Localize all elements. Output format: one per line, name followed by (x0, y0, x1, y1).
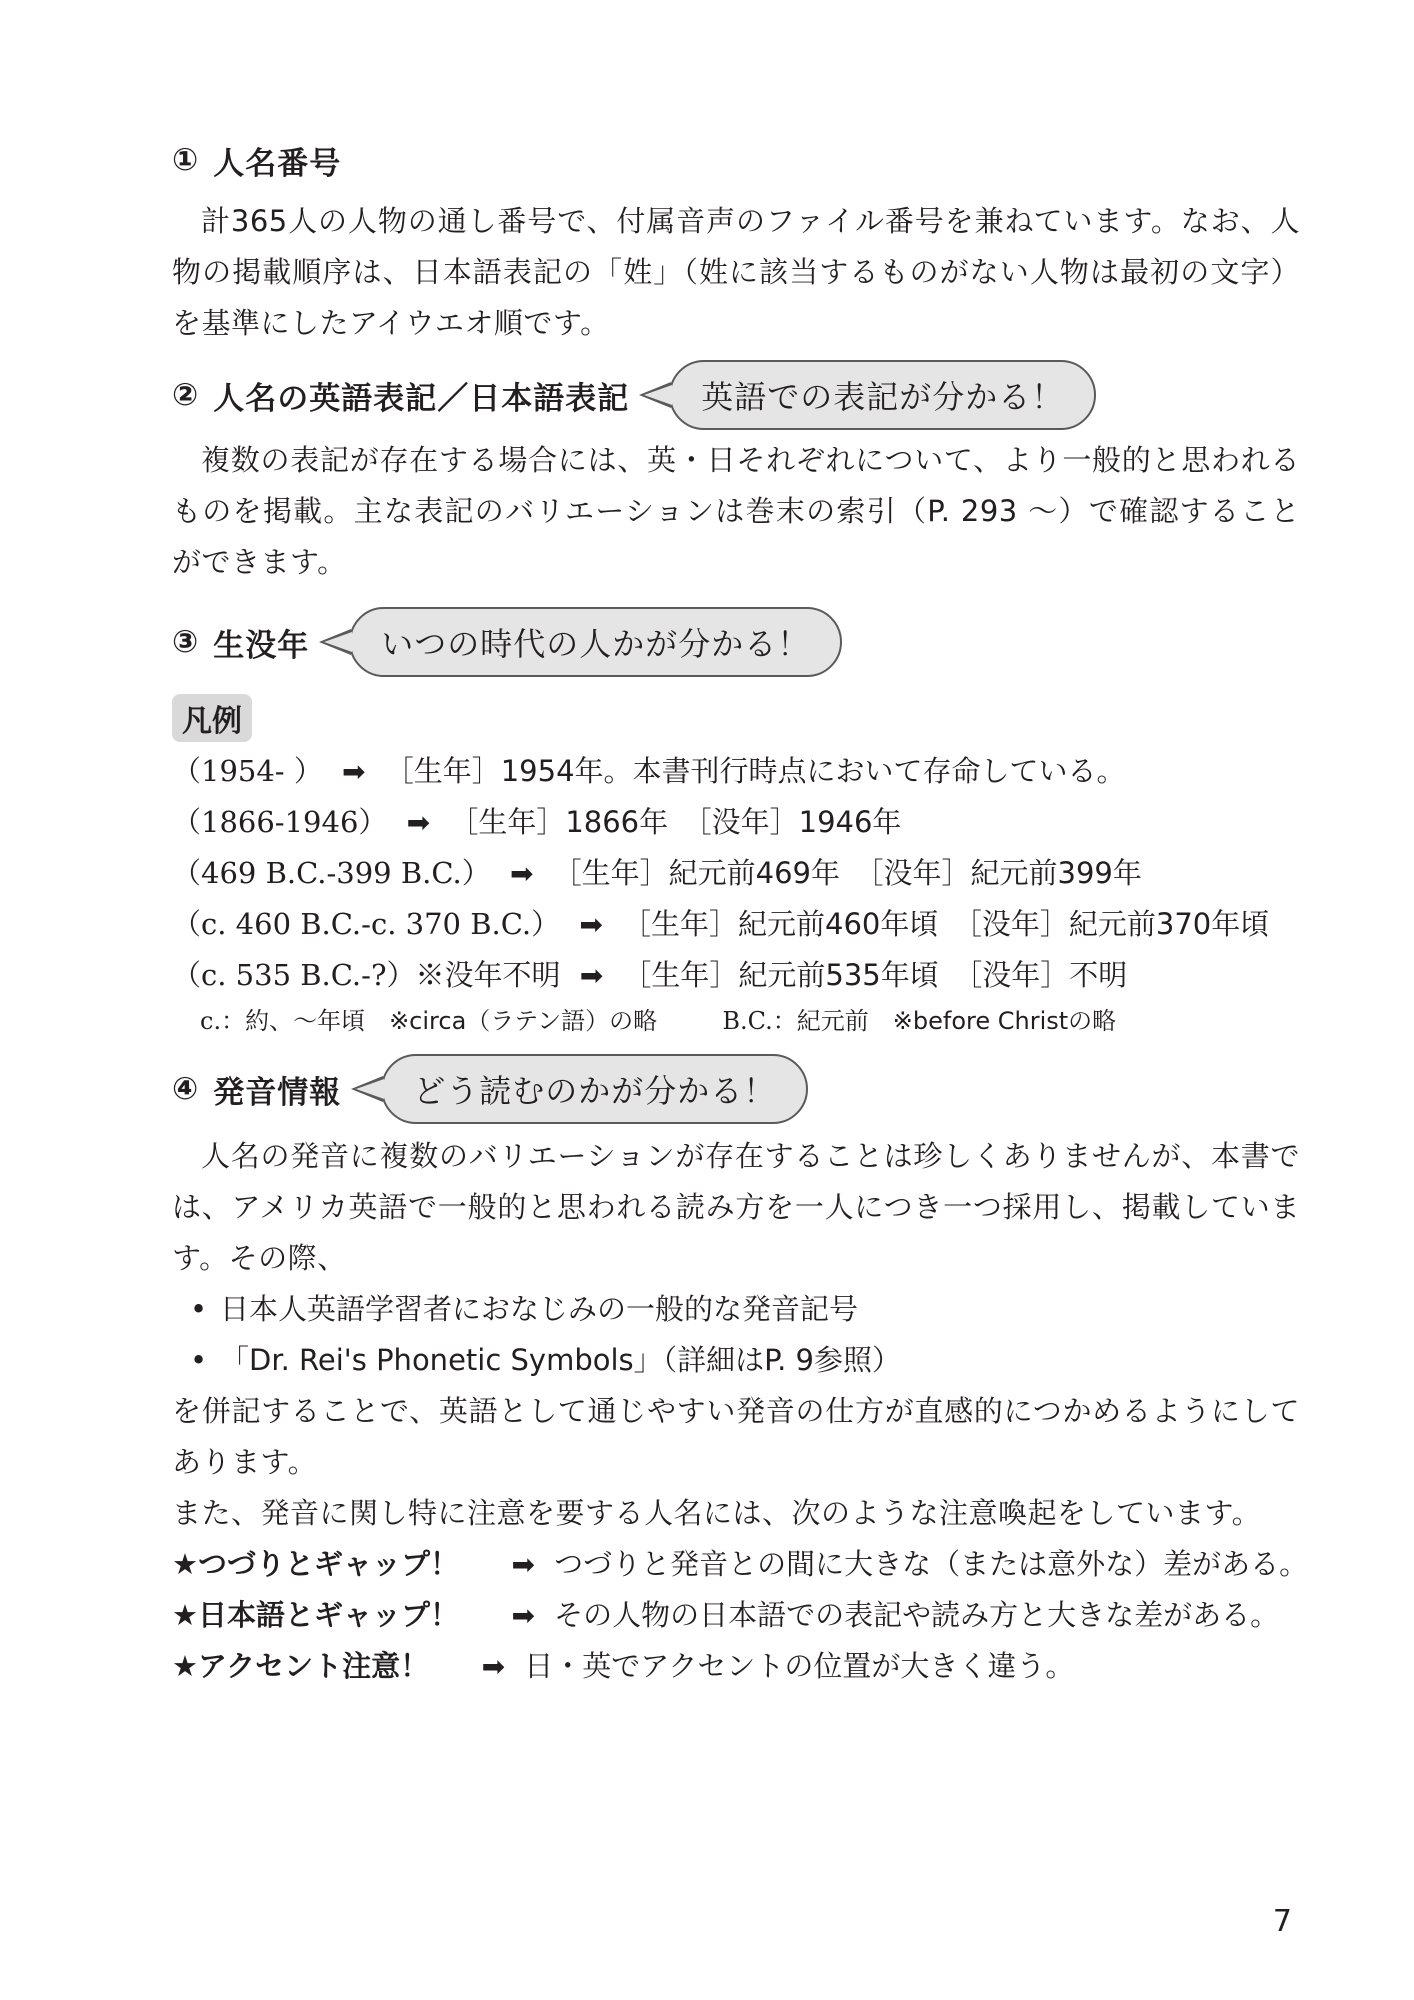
section-body-continued: を併記することで、英語として通じやすい発音の仕方が直感的につかめるようにしてあります。 (172, 1394, 1300, 1479)
legend-format: （1866-1946） (172, 805, 388, 839)
note-term: c. (200, 1007, 222, 1035)
legend-meaning: ［生年］紀元前469年 ［没年］紀元前399年 (552, 856, 1142, 890)
legend-list (172, 746, 1300, 1041)
warning-text: その人物の日本語での表記や読み方と大きな差がある。 (554, 1598, 1280, 1632)
section-pronunciation (172, 1057, 1309, 1692)
legend-row (172, 746, 1300, 797)
section-number: ④ (172, 1071, 200, 1107)
arrow-right-icon: ➡ (342, 755, 366, 788)
legend-meaning: ［生年］1954年。本書刊行時点において存命している。 (384, 754, 1126, 788)
warning-label: ★アクセント注意！ (172, 1649, 430, 1683)
arrow-right-icon: ➡ (509, 857, 534, 890)
warning-row (172, 1590, 1300, 1641)
list-item: • 「Dr. Rei's Phonetic Symbols」（詳細はP. 9参照） (190, 1343, 901, 1377)
section-title: 人名の英語表記／日本語表記 (213, 380, 630, 417)
warning-list (172, 1539, 1309, 1692)
legend-format: （c. 460 B.C.-c. 370 B.C.） (172, 907, 561, 941)
section-number: ① (172, 142, 200, 178)
section-birth-death-years (172, 610, 1300, 1041)
legend-label: 凡例 (172, 694, 252, 742)
section-body: 計365人の人物の通し番号で、付属音声のファイル番号を兼ねています。なお、人物の掲載順序は、日本語表記の「姓」（姓に該当するものがない人物は最初の文字）を基準にしたアイウエオ順です。 (172, 204, 1300, 340)
speech-bubble: どう読むのかが分かる！ (381, 1054, 808, 1124)
note-term: B.C. (722, 1007, 773, 1035)
arrow-right-icon: ➡ (511, 1548, 535, 1581)
note-text: ：約、～年頃 ※circa（ラテン語）の略 (221, 1007, 658, 1035)
legend-format: （c. 535 B.C.-?）※没年不明 (172, 958, 561, 992)
section-heading (172, 1057, 1300, 1121)
arrow-right-icon: ➡ (579, 959, 604, 992)
note-text: ：紀元前 ※before Christの略 (772, 1007, 1117, 1035)
arrow-right-icon: ➡ (579, 908, 603, 941)
section-name-notation (172, 363, 1300, 588)
section-number: ③ (172, 624, 200, 660)
list-item-text: 「Dr. Rei's Phonetic Symbols」（詳細はP. 9参照） (220, 1343, 901, 1377)
legend-row (172, 950, 1300, 1001)
warning-text: 日・英でアクセントの位置が大きく違う。 (524, 1649, 1075, 1683)
legend-row (172, 848, 1300, 899)
bullet-list (172, 1284, 1300, 1386)
page-number: 7 (1272, 1904, 1292, 1939)
list-item: • 日本人英語学習者におなじみの一般的な発音記号 (190, 1292, 859, 1326)
section-title: 生没年 (213, 627, 310, 664)
warning-row (172, 1539, 1309, 1590)
section-heading (172, 128, 1300, 192)
legend-format: （1954- ） (172, 754, 323, 788)
section-title: 人名番号 (213, 145, 342, 182)
speech-bubble: 英語での表記が分かる！ (669, 360, 1096, 430)
arrow-right-icon: ➡ (511, 1599, 535, 1632)
legend-meaning: ［生年］紀元前535年頃 ［没年］不明 (622, 958, 1128, 992)
legend-row (172, 797, 1300, 848)
content (172, 128, 1309, 1692)
list-item-text: 日本人英語学習者におなじみの一般的な発音記号 (220, 1292, 859, 1326)
warning-label: ★日本語とギャップ！ (172, 1598, 459, 1632)
arrow-right-icon: ➡ (406, 806, 431, 839)
section-title: 発音情報 (213, 1074, 342, 1111)
legend-format: （469 B.C.-399 B.C.） (172, 856, 491, 890)
section-body: 人名の発音に複数のバリエーションが存在することは珍しくありませんが、本書では、アメリカ英語で一般的と思われる読み方を一人につき一つ採用し、掲載しています。その際、 (172, 1139, 1300, 1275)
legend-row (172, 899, 1300, 950)
warning-row (172, 1641, 1300, 1692)
warning-text: つづりと発音との間に大きな（または意外な）差がある。 (554, 1547, 1309, 1581)
arrow-right-icon: ➡ (481, 1650, 506, 1683)
section-heading (172, 363, 1300, 427)
legend-meaning: ［生年］1866年 ［没年］1946年 (449, 805, 902, 839)
legend-notes (172, 1001, 1300, 1041)
section-number: ② (172, 377, 200, 413)
section-body: 複数の表記が存在する場合には、英・日それぞれについて、より一般的と思われるものを掲載。主な表記のバリエーションは巻末の索引（P. 293 ～）で確認することができます。 (172, 443, 1300, 579)
section-heading (172, 610, 1300, 674)
section-person-number (172, 128, 1300, 349)
section-body-warning-intro: また、発音に関し特に注意を要する人名には、次のような注意喚起をしています。 (172, 1496, 1262, 1530)
speech-bubble: いつの時代の人かが分かる！ (349, 607, 842, 677)
warning-label: ★つづりとギャップ！ (172, 1547, 459, 1581)
legend-meaning: ［生年］紀元前460年頃 ［没年］紀元前370年頃 (622, 907, 1270, 941)
